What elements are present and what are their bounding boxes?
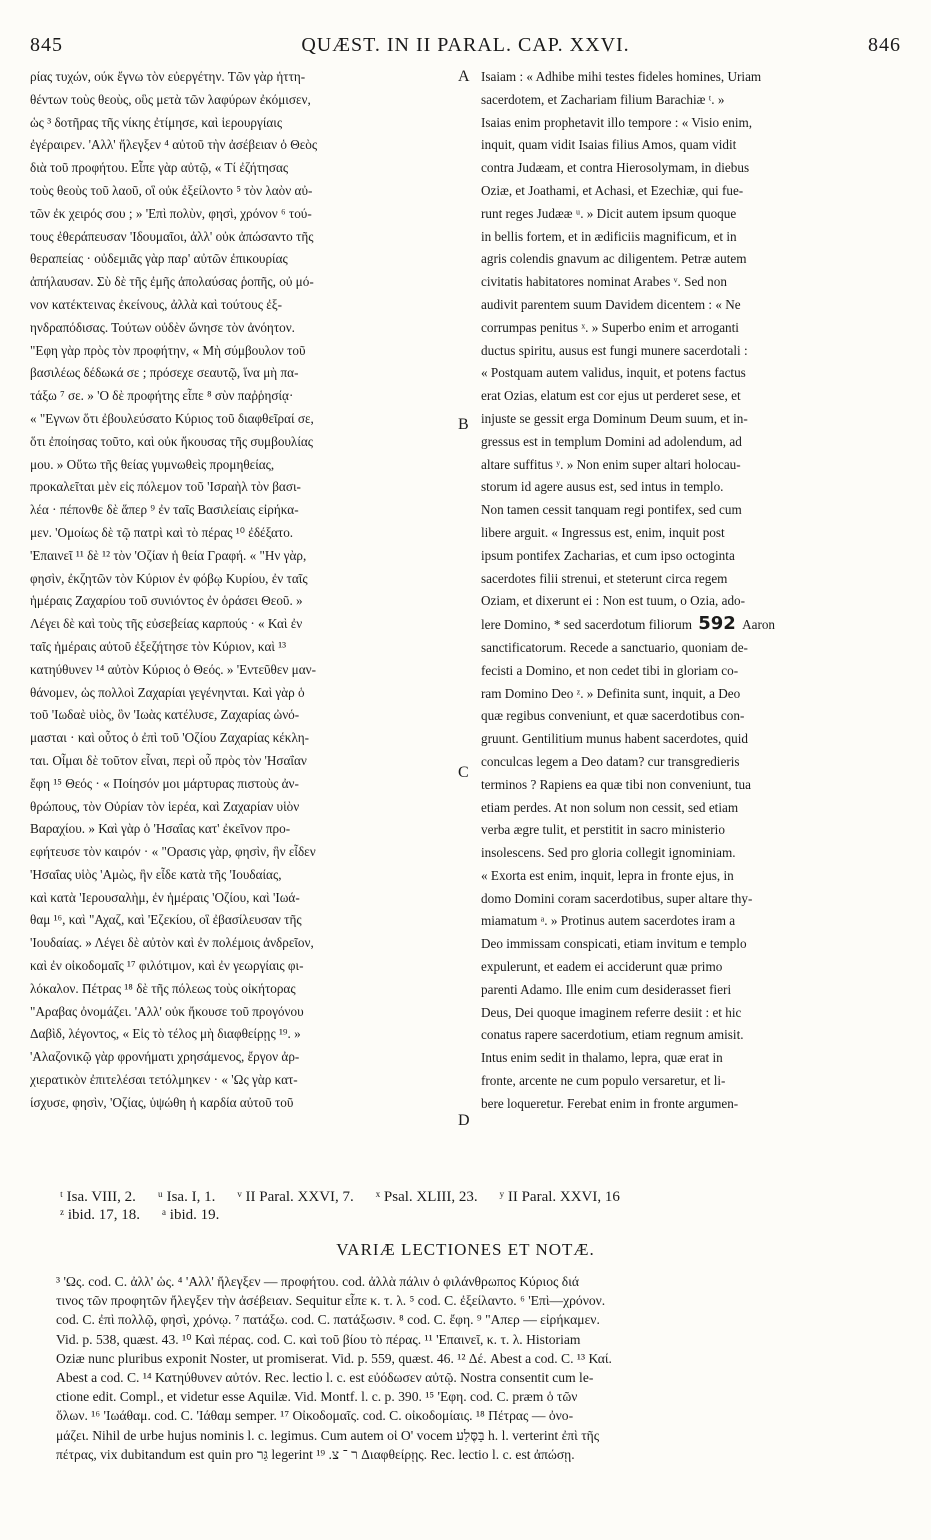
text-line: Isaias enim prophetavit illo tempore : « Visio enim, [481, 114, 753, 130]
note-line: μάζει. Nihil de urbe hujus nominis l. c. legimus. Cum autem οἱ Ο' vocem בַּסֶּלַע h. l. verterint ἐπὶ τῆς [56, 1427, 600, 1443]
text-line: Non tamen cessit tanquam regi pontifex, sed cum [481, 502, 742, 518]
text-line: miamatum ᵃ. » Protinus autem sacerdotes iram a [481, 913, 736, 929]
note-line: Vid. p. 538, quæst. 43. ¹⁰ Καὶ πέρας. cod. C. καὶ τοῦ βίου τὸ πέρας. ¹¹ 'Επαινεῖ, κ. τ. λ. Historiam [56, 1331, 581, 1347]
text-line: ductus spiritu, ausus est fungi munere sacerdotali : [481, 342, 748, 358]
margin-letter-b: B [458, 416, 469, 433]
text-line: sacerdotem, et Zachariam filium Barachiæ ᵗ. » [481, 91, 725, 107]
text-line: audivit parentem suum Davidem dicentem : « Ne [481, 296, 741, 312]
scripture-references [60, 1188, 900, 1224]
text-line: ὅτι ἐποίησας τοῦτο, καὶ οὐκ ἤκουσας τῆς συμβουλίας [30, 433, 314, 449]
notes-title: VARIÆ LECTIONES ET NOTÆ. [336, 1240, 595, 1259]
text-line: 'Ιουδαίας. » Λέγει δὲ αὐτὸν καὶ ἐν πολέμοις ἀνδρεῖον, [30, 935, 314, 951]
text-line: 'Ησαΐας υἱὸς 'Αμὼς, ἣν εἶδε κατὰ τῆς 'Ιουδαίας, [30, 866, 282, 882]
page-header [30, 34, 901, 60]
reference-row [60, 1188, 900, 1206]
text-line: fronte, arcente ne cum populo versaretur, et li- [481, 1073, 726, 1089]
text-line: "Εφη γὰρ πρὸς τὸν προφήτην, « Μὴ σύμβουλον τοῦ [30, 342, 306, 358]
text-line: agris colendis gnavum ac diligentem. Petræ autem [481, 251, 747, 267]
text-line: « Exorta est enim, inquit, lepra in fronte ejus, in [481, 867, 734, 883]
note-line: ³ 'Ως. cod. C. ἀλλ' ὡς. ⁴ 'Αλλ' ἤλεγξεν — προφήτου. cod. ἀλλὰ πάλιν ὁ φιλάνθρωπος Κύριος διά [56, 1274, 579, 1289]
text-line: civitatis habitatores nominat Arabes ᵛ. Sed non [481, 274, 727, 290]
reference-item: ᵛ II Paral. XXVI, 7. [237, 1189, 354, 1205]
margin-letter-d: D [458, 1112, 470, 1129]
reference-item: ᵃ ibid. 19. [161, 1207, 220, 1223]
text-line: bere loqueretur. Ferebat enim in fronte argumen- [481, 1095, 739, 1111]
note-line: cod. C. ἐπὶ πολλῷ, φησὶ, χρόνῳ. ⁷ πατάξω. cod. C. πατάξωσιν. ⁸ cod. C. ἔφη. ⁹ "Απερ — εἰρήκαμεν. [56, 1312, 600, 1328]
text-line: ται. Οἶμαι δὲ τοῦτον εἶναι, περὶ οὗ πρὸς τὸν 'Ησαΐαν [30, 752, 307, 768]
text-line: θεραπείας · οὐδεμιᾶς γὰρ παρ' αὐτῶν ἐπικουρίας [30, 251, 288, 267]
text-line: μου. » Οὕτω τῆς θείας γυμνωθεὶς προμηθείας, [30, 456, 275, 472]
text-line: τῶν ἐκ χειρός σου ; » 'Επὶ πολὺν, φησὶ, χρόνον ⁶ τού- [30, 205, 312, 221]
text-line: ὡς ³ δοτῆρας τῆς νίκης ἐτίμησε, καὶ ἱερουργίαις [30, 114, 283, 130]
text-line: « Postquam autem validus, inquit, et potens factus [481, 365, 746, 381]
note-line: Abest a cod. C. ¹⁴ Κατηύθυνεν αὐτόν. Rec. lectio l. c. est εὐόδωσεν αὐτῷ. Nostra consentit cum le- [56, 1370, 594, 1386]
reference-row [60, 1206, 900, 1224]
text-line: Isaiam : « Adhibe mihi testes fideles homines, Uriam [481, 69, 762, 84]
text-line: injuste se gessit erga Dominum Deum suum, et in- [481, 410, 748, 426]
note-line: τινος τῶν προφητῶν ἤλεγξεν τὴν ἀσέβειαν. Sequitur εἶπε κ. τ. λ. ⁵ cod. C. ἐξείλαντο. ⁶ 'Επὶ—χρόνον. [56, 1293, 606, 1309]
text-line: conculcas legem a Deo datam? cur transgredieris [481, 753, 740, 769]
text-line: conatus rapere sacerdotium, etiam regnum amisit. [481, 1027, 744, 1043]
text-line: μεν. 'Ομοίως δὲ τῷ πατρὶ καὶ τὸ πέρας ¹⁰ ἐδέξατο. [30, 524, 294, 540]
note-line: πέτρας, vix dubitandum est quin pro גַּר legerint ר ־ צ. ¹⁹ Διαφθείρῃς. Rec. lectio l. c. est ἀπώσῃ. [56, 1446, 575, 1462]
text-line: sanctificatorum. Recede a sanctuario, quoniam de- [481, 639, 748, 655]
text-line: λέα · πέπονθε δὲ ἅπερ ⁹ ἐν ταῖς Βασιλείαις εἰρήκα- [30, 502, 299, 518]
text-line: Λέγει δὲ καὶ τοὺς τῆς εὐσεβείας καρπούς · « Καὶ ἐν [30, 616, 303, 632]
text-line: διὰ τοῦ προφήτου. Εἶπε γὰρ αὐτῷ, « Τί ἐζήτησας [30, 160, 289, 176]
text-line: 'Επαινεῖ ¹¹ δὲ ¹² τὸν 'Οζίαν ἡ θεία Γραφή. « "Ην γὰρ, [30, 547, 307, 563]
text-line: gressus est in templum Domini ad adolendum, ad [481, 433, 742, 449]
text-line: quæ regibus conveniunt, et quæ sacerdotibus con- [481, 708, 745, 724]
page-number-left: 845 [30, 34, 63, 56]
text-line: νον κατέκτεινας ἐκείνους, ἀλλὰ καὶ τούτους ἐξ- [30, 296, 283, 312]
text-line: sacerdotes filii strenui, et steterunt circa regem [481, 570, 728, 586]
text-line: inquit, quam vidit Isaias filius Amos, quam vidit [481, 137, 737, 153]
text-line: θρώπους, τὸν Οὐρίαν τὸν ἱερέα, καὶ Ζαχαρίαν υἱὸν [30, 798, 300, 814]
text-line: φησὶν, ἐκζητῶν τὸν Κύριον ἐν φόβῳ Κυρίου, ἐν ταῖς [30, 570, 308, 586]
text-line: ταῖς ἡμέραις αὐτοῦ ἐξεζήτησε τὸν Κύριον, καὶ ¹³ [30, 638, 287, 654]
text-line: in bellis fortem, et in ædificiis magnificum, et in [481, 228, 737, 244]
text-line: Intus enim sedit in thalamo, lepra, quæ erat in [481, 1050, 723, 1066]
text-line: ηνδραπόδισας. Τούτων οὐδὲν ὤνησε τὸν ἀνόητον. [30, 319, 295, 335]
text-line: καὶ ἐν οἰκοδομαῖς ¹⁷ φιλότιμον, καὶ ἐν γεωργίαις φι- [30, 958, 304, 974]
text-line: 'Αλαζονικῷ γὰρ φρονήματι χρησάμενος, ἔργον ἀρ- [30, 1049, 300, 1065]
text-line: τοῦ 'Ιωδαὲ υἱὸς, ὃν 'Ιωὰς κατέλυσε, Ζαχαρίας ὠνό- [30, 707, 300, 723]
text-line: contra Judæam, et contra Hierosolymam, in diebus [481, 160, 750, 176]
text-line: θάνομεν, ὡς πολλοὶ Ζαχαρίαι γεγένηνται. Καὶ γὰρ ὁ [30, 684, 305, 700]
reference-item: ᵗ Isa. VIII, 2. [60, 1189, 136, 1205]
text-line: προκαλεῖται μὲν εἰς πόλεμον τοῦ 'Ισραὴλ τὸν βασι- [30, 479, 301, 495]
text-line: verba ægre tulit, et perstitit in sacro ministerio [481, 822, 725, 838]
text-line: ἀπήλαυσαν. Σὺ δὲ τῆς ἐμῆς ἀπολαύσας ῥοπῆς, οὐ μό- [30, 274, 314, 290]
text-line: Δαβὶδ, λέγοντος, « Εἰς τὸ τέλος μὴ διαφθείρῃς ¹⁹. » [30, 1026, 301, 1042]
text-line: ipsum pontifex Zacharias, et cum ipso octoginta [481, 547, 735, 563]
margin-letter-c: C [458, 764, 469, 781]
text-line: fecisti a Domino, et non cedet tibi in gloriam co- [481, 662, 739, 678]
text-line: ίσχυσε, φησὶν, 'Οζίας, ὑψώθη ἡ καρδία αὐτοῦ τοῦ [30, 1094, 294, 1110]
latin-text-column [481, 66, 906, 1186]
text-line: καὶ κατὰ 'Ιερουσαλὴμ, ἐν ἡμέραις 'Οζίου, καὶ 'Ιωά- [30, 889, 300, 905]
text-line: θαμ ¹⁶, καὶ "Αχαζ, καὶ 'Εζεκίου, οἳ ἐβασίλευσαν τῆς [30, 912, 302, 928]
page-number-right: 846 [868, 34, 901, 56]
text-line: libere arguit. « Ingressus est, enim, inquit post [481, 524, 725, 540]
text-line: lere Domino, * sed sacerdotum filiorum 592 Aaron [481, 613, 776, 635]
text-line: terminos ? Rapiens ea quæ tibi non conveniunt, tua [481, 776, 751, 792]
text-line: "Αραβας ὀνομάζει. 'Αλλ' οὐκ ἤκουσε τοῦ προγόνου [30, 1003, 304, 1019]
text-line: ἡμέραις Ζαχαρίου τοῦ συνιόντος ἐν ὁράσει Θεοῦ. » [30, 593, 303, 609]
text-line: Βαραχίου. » Καὶ γὰρ ὁ 'Ησαΐας κατ' ἐκεῖνον προ- [30, 821, 291, 837]
text-line: domo Domini coram sacerdotibus, super altare thy- [481, 890, 753, 906]
note-line: ctione edit. Compl., et videtur esse Aquilæ. Vid. Montf. l. c. p. 390. ¹⁵ 'Εφη. cod. C. præm ὁ τῶν [56, 1389, 578, 1405]
note-line: ὅλων. ¹⁶ 'Ιωάθαμ. cod. C. 'Ιάθαμ semper. ¹⁷ Οἰκοδομαῖς. cod. C. οἰκοδομίαις. ¹⁸ Πέτρας — ὀνο- [56, 1408, 574, 1424]
text-line: Deus, Dei quoque imaginem referre desiit : et hic [481, 1004, 742, 1020]
text-line: εφήτευσε τὸν καιρόν · « "Ορασις γὰρ, φησὶν, ἣν εἶδεν [30, 844, 316, 860]
text-line: κατηύθυνεν ¹⁴ αὐτὸν Κύριος ὁ Θεός. » 'Εντεῦθεν μαν- [30, 661, 316, 677]
text-line: etiam perdes. At non solum non cessit, sed etiam [481, 799, 739, 815]
text-fragment: Aaron [742, 617, 776, 633]
running-title: QUÆST. IN II PARAL. CAP. XXVI. [301, 34, 630, 56]
text-line: insolescens. Sed pro gloria collegit ignominiam. [481, 845, 736, 861]
note-line: Oziæ nunc pluribus exponit Noster, ut promiserat. Vid. p. 559, quæst. 46. ¹² Δέ. Abest a cod. C. ¹³ Καί. [56, 1350, 612, 1366]
text-line: « "Εγνων ὅτι ἐβουλεύσατο Κύριος τοῦ διαφθεῖραί σε, [30, 410, 314, 426]
text-line: Oziæ, et Joathami, et Achasi, et Ezechiæ, qui fue- [481, 182, 744, 198]
text-line: storum id agere ausus est, sed intus in templo. [481, 479, 724, 495]
reference-item: ᵘ Isa. I, 1. [157, 1189, 216, 1205]
variant-notes [56, 1272, 902, 1464]
text-line: θέντων τοὺς θεοὺς, οὓς μετὰ τῶν λαφύρων ἐκόμισεν, [30, 91, 311, 107]
text-line: ἐγέραιρεν. 'Αλλ' ἤλεγξεν ⁴ αὐτοῦ τὴν ἀσέβειαν ὁ Θεὸς [30, 137, 318, 153]
text-line: parenti Adamo. Ille enim cum desiderasset fieri [481, 981, 732, 997]
text-line: corrumpas penitus ˣ. » Superbo enim et arroganti [481, 319, 739, 335]
text-line: τους ἐθεράπευσαν 'Ιδουμαῖοι, ἀλλ' οὐκ ἀπώσαντο τῆς [30, 228, 314, 244]
text-line: expulerunt, et eadem ei acciderunt quæ primo [481, 959, 723, 975]
text-line: τάξω ⁷ σε. » 'Ο δὲ προφήτης εἶπε ⁸ σὺν παῤῥησίᾳ· [30, 388, 294, 404]
text-line: ram Domino Deo ᶻ. » Definita sunt, inquit, a Deo [481, 685, 741, 701]
column-number: 592 [691, 613, 743, 635]
text-line: runt reges Judææ ᵘ. » Dicit autem ipsum quoque [481, 205, 737, 221]
text-line: ἔφη ¹⁵ Θεός · « Ποίησόν μοι μάρτυρας πιστοὺς ἀν- [30, 775, 299, 791]
text-line: βασιλέως δέδωκά σε ; πρόσεχε σεαυτῷ, ἵνα μὴ πα- [30, 365, 299, 381]
text-line: erat Ozias, elatum est cor ejus ut perderet sese, et [481, 388, 741, 404]
text-line: Oziam, et dixerunt ei : Non est tuum, o Ozia, ado- [481, 593, 746, 609]
text-line: μασται · καὶ οὗτος ὁ ἐπὶ τοῦ 'Οζίου Ζαχαρίας κέκλη- [30, 730, 310, 746]
margin-letter-a: A [458, 68, 470, 85]
text-line: λόκαλον. Πέτρας ¹⁸ δὲ τῆς πόλεως τοὺς οἰκήτορας [30, 980, 296, 996]
reference-item: ᶻ ibid. 17, 18. [60, 1207, 140, 1223]
greek-text-column [30, 66, 454, 1186]
text-line: gruunt. Gentilitium munus habent sacerdotes, quid [481, 731, 749, 747]
reference-item: ʸ II Paral. XXVI, 16 [499, 1189, 620, 1205]
text-line: altare suffitus ʸ. » Non enim super altari holocau- [481, 456, 741, 472]
text-line: τοὺς θεοὺς τοῦ λαοῦ, οἳ οὐκ ἐξείλοντο ⁵ τὸν λαὸν αὐ- [30, 182, 313, 198]
text-line: χιερατικὸν ἐπιτελέσαι τετόλμηκεν · « 'Ως γὰρ κατ- [30, 1072, 298, 1088]
reference-item: ˣ Psal. XLIII, 23. [375, 1189, 478, 1205]
text-line: Deo immissam conspicati, etiam invitum e templo [481, 936, 747, 952]
text-line: ρίας τυχών, ούκ ἔγνω τὸν εὐεργέτην. Τῶν γὰρ ἡττη- [30, 69, 306, 84]
